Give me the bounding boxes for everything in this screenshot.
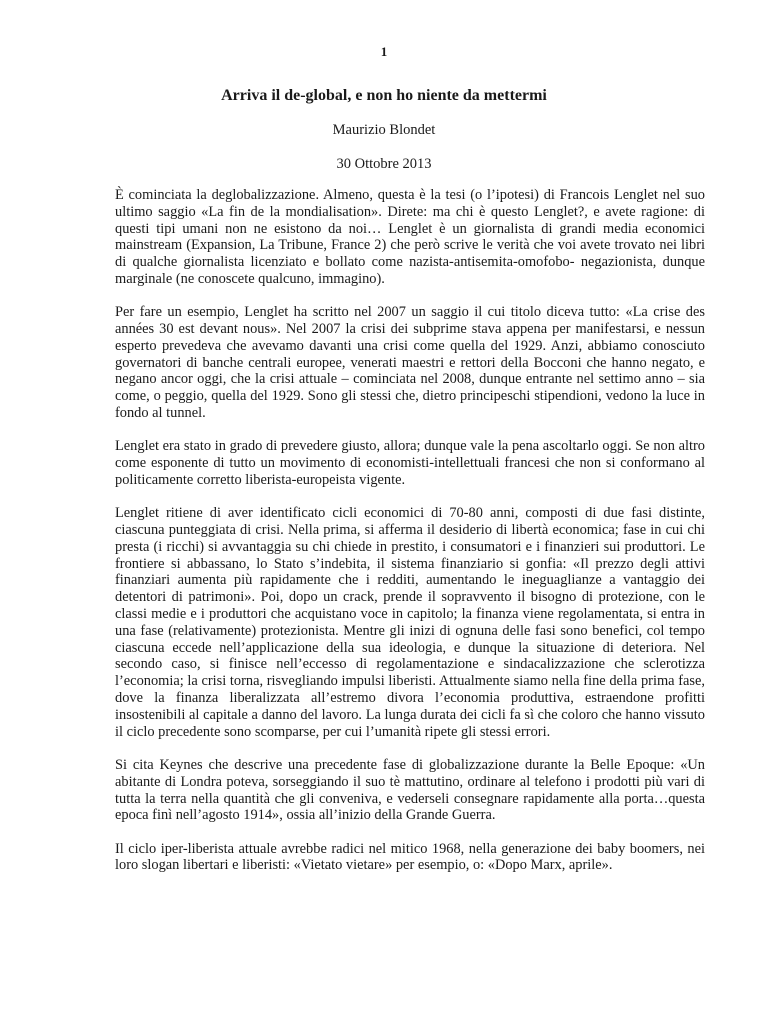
article-title: Arriva il de-global, e non ho niente da mettermi [221, 87, 547, 104]
paragraph-1: È cominciata la deglobalizzazione. Almeno, questa è la tesi (o l’ipotesi) di Francois Lenglet nel suo ultimo saggio «La fin de la mondialisation». Direte: ma chi è questo Lenglet?, e avete ragione: di questi tipi umani non ne esistono da noi… Lenglet è un giornalista di grandi media economici mainstream (Expansion, La Tribune, France 2) che però scrive le verità che voi avete trovato nei libri di qualche giornalista licenziato e bollato come nazista-antisemita-omofobo- negazionista, dunque marginale (ne conoscete qualcuno, immagino). [115, 187, 705, 287]
article-body [115, 187, 705, 891]
paragraph-5: Si cita Keynes che descrive una precedente fase di globalizzazione durante la Belle Epoque: «Un abitante di Londra poteva, sorseggiando il suo tè mattutino, ordinare al telefono i prodotti più vari di tutta la terra nella quantità che gli conveniva, e vederseli consegnare rapidamente alla porta…questa epoca finì nell’agosto 1914», ossia all’inizio della Grande Guerra. [115, 756, 705, 824]
paragraph-6: Il ciclo iper-liberista attuale avrebbe radici nel mitico 1968, nella generazione dei baby boomers, nei loro slogan libertari e liberisti: «Vietato vietare» per esempio, o: «Dopo Marx, aprile». [115, 840, 705, 874]
article-date: 30 Ottobre 2013 [336, 156, 432, 172]
paragraph-2: Per fare un esempio, Lenglet ha scritto nel 2007 un saggio il cui titolo diceva tutto: «La crise des années 30 est devant nous». Nel 2007 la crisi dei subprime stava appena per manifestarsi, e nessun esperto prevedeva che avevamo davanti una crisi come quella del 1929. Anzi, abbiamo conosciuto governatori di banche centrali europee, venerati maestri e rettori della Bocconi che hanno negato, e negano ancor oggi, che la crisi attuale – cominciata nel 2008, dunque entrante nel settimo anno – sia come, o peggio, quella del 1929. Sono gli stessi che, dietro principeschi stipendioni, vedono la luce in fondo al tunnel. [115, 304, 705, 422]
article-author: Maurizio Blondet [332, 122, 436, 138]
page-number: 1 [380, 44, 388, 59]
paragraph-4: Lenglet ritiene di aver identificato cicli economici di 70-80 anni, composti di due fasi distinte, ciascuna punteggiata di crisi. Nella prima, si afferma il desiderio di libertà economica; fase in cui chi presta (i ricchi) si avvantaggia su chi chiede in prestito, i consumatori e i finanzieri sui produttori. Le frontiere si abbassano, lo Stato s’indebita, il sistema finanziario si gonfia: «Il prezzo degli attivi finanziari aumenta più rapidamente che i redditi, aumentando le ineguaglianze a vantaggio dei detentori di patrimoni». Poi, dopo un crack, prende il sopravvento il bisogno di protezione, con le classi medie e i produttori che acquistano voce in capitolo; la finanza viene regolamentata, si entra in una fase (relativamente) protezionista. Mentre gli inizi di ognuna delle fasi sono benefici, col tempo ciascuna eccede nell’applicazione della sua ideologia, e dunque la situazione di deteriora. Nel secondo caso, si finisce nell’eccesso di regolamentazione e sindacalizzazione che sclerotizza l’economia; la crisi torna, risvegliando impulsi liberisti. Attualmente siamo nella fine della prima fase, dove la finanza liberalizzata all’estremo divora l’economia produttiva, estraendone profitti insostenibili al capitale a danno del lavoro. La lunga durata dei cicli fa sì che coloro che hanno vissuto il ciclo precedente sono scomparse, per cui l’umanità ripete gli stessi errori. [115, 505, 705, 740]
paragraph-3: Lenglet era stato in grado di prevedere giusto, allora; dunque vale la pena ascoltarlo oggi. Se non altro come esponente di tutto un movimento di economisti-intellettuali francesi che non si conformano al politicamente corretto liberista-europeista vigente. [115, 438, 705, 488]
